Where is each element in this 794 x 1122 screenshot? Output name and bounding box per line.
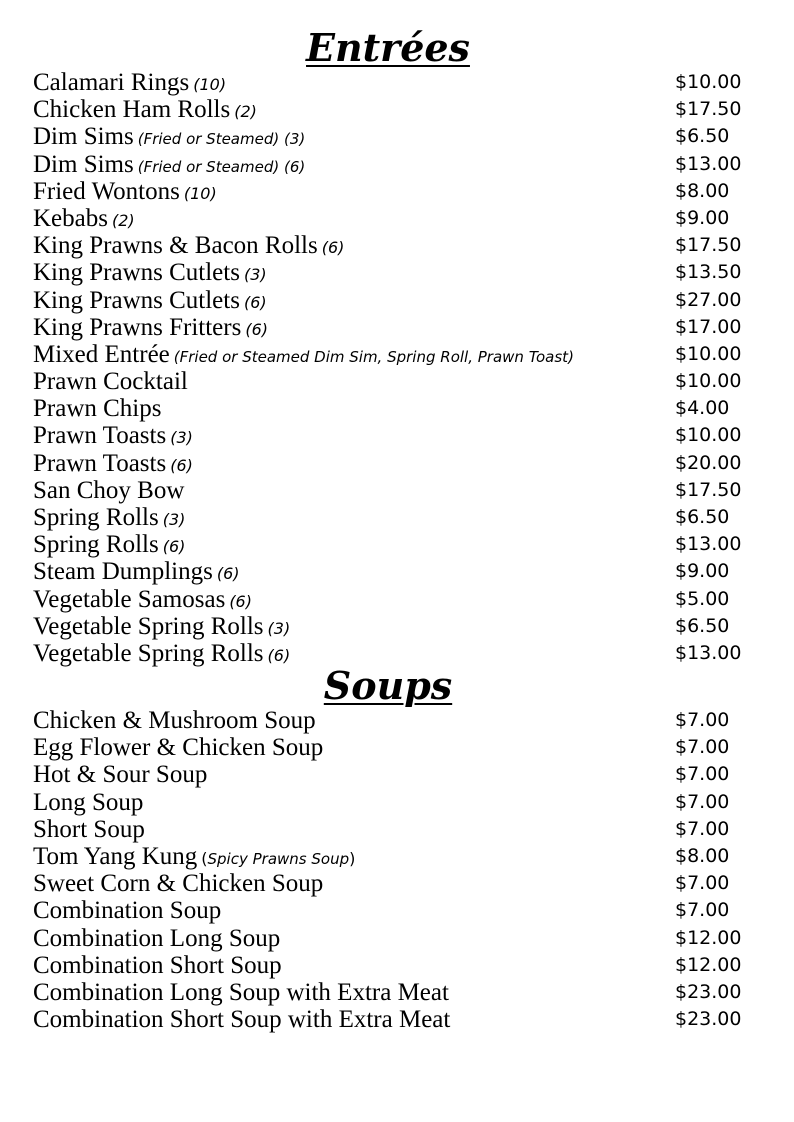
item-price: $7.00 <box>675 736 730 759</box>
item-name: Calamari Rings <box>33 69 190 96</box>
item-name: King Prawns Cutlets <box>33 259 240 287</box>
item-note: (6) <box>216 564 240 584</box>
item-price: $13.00 <box>675 152 742 175</box>
item-name: Combination Short Soup with Extra Meat <box>33 1006 451 1034</box>
list-item <box>33 707 753 734</box>
list-item <box>33 558 753 585</box>
item-name: Long Soup <box>33 788 144 816</box>
item-price: $7.00 <box>675 790 730 813</box>
list-item <box>33 477 753 504</box>
item-note: (Fried or Steamed) (3) <box>137 130 306 149</box>
list-item <box>33 422 753 449</box>
list-item <box>33 952 753 979</box>
item-name: Kebabs <box>33 204 108 232</box>
item-name: Vegetable Spring Rolls <box>33 639 264 667</box>
item-name: Prawn Toasts <box>33 422 167 450</box>
item-name: Dim Sims <box>33 123 134 151</box>
item-price: $7.00 <box>675 817 730 840</box>
list-item <box>33 789 753 816</box>
item-name: Spring Rolls <box>33 504 159 531</box>
item-price: $7.00 <box>675 899 730 922</box>
item-price: $13.00 <box>675 533 742 556</box>
item-name: San Choy Bow <box>33 476 185 504</box>
list-item <box>33 259 753 286</box>
soups-heading: Soups <box>323 663 453 708</box>
item-name: Combination Long Soup with Extra Meat <box>33 978 449 1006</box>
item-name: King Prawns & Bacon Rolls <box>33 232 318 260</box>
list-item <box>33 979 753 1006</box>
item-name: Combination Soup <box>33 897 222 925</box>
list-item <box>33 205 753 232</box>
item-price: $10.00 <box>675 71 742 93</box>
item-price: $6.50 <box>675 614 730 637</box>
soups-list <box>33 707 753 1033</box>
item-note: (6) <box>243 292 267 312</box>
list-item <box>33 341 753 368</box>
list-item <box>33 368 753 395</box>
item-price: $17.00 <box>675 315 742 338</box>
entrees-list <box>33 69 753 667</box>
item-name: Chicken Ham Rolls <box>33 96 231 124</box>
item-name: Prawn Toasts <box>33 449 167 477</box>
item-price: $5.00 <box>675 587 730 610</box>
list-item <box>33 178 753 205</box>
item-name: Prawn Chips <box>33 395 162 423</box>
item-name: Vegetable Samosas <box>33 585 226 613</box>
list-item <box>33 1006 753 1033</box>
item-note: (3) <box>162 510 186 529</box>
item-name: Vegetable Spring Rolls <box>33 612 264 640</box>
item-price: $10.00 <box>675 424 742 447</box>
list-item <box>33 816 753 843</box>
list-item <box>33 870 753 897</box>
item-price: $23.00 <box>675 980 742 1003</box>
item-price: $27.00 <box>675 288 742 311</box>
item-note: (Fried or Steamed Dim Sim, Spring Roll, Prawn Toast) <box>173 347 574 366</box>
item-price: $9.00 <box>675 206 730 229</box>
item-price: $13.00 <box>675 641 742 664</box>
item-name: Spring Rolls <box>33 531 159 559</box>
list-item <box>33 69 753 96</box>
item-price: $17.50 <box>675 478 742 501</box>
item-note: (6) <box>170 455 193 475</box>
list-item <box>33 450 753 477</box>
item-name: Short Soup <box>33 815 145 843</box>
item-price: $7.00 <box>675 763 730 786</box>
item-price: $10.00 <box>675 370 742 393</box>
item-price: $17.50 <box>675 234 742 257</box>
item-note: (3) <box>267 618 291 638</box>
list-item <box>33 96 753 123</box>
item-name: Combination Short Soup <box>33 951 282 979</box>
item-note-close: ) <box>349 848 356 868</box>
item-note: (6) <box>267 645 291 665</box>
item-price: $12.00 <box>675 953 742 976</box>
list-item <box>33 897 753 924</box>
list-item <box>33 925 753 952</box>
item-note: (3) <box>243 265 267 285</box>
item-note: Spicy Prawns Soup <box>207 849 350 868</box>
item-name: Tom Yang Kung <box>33 842 198 870</box>
item-name: Dim Sims <box>33 150 134 178</box>
item-price: $9.00 <box>675 560 730 583</box>
item-price: $20.00 <box>675 451 742 474</box>
entrees-heading: Entrées <box>306 25 470 70</box>
item-price: $10.00 <box>675 342 742 365</box>
list-item <box>33 761 753 788</box>
item-price: $23.00 <box>675 1008 742 1031</box>
item-price: $8.00 <box>675 844 730 867</box>
item-price: $8.00 <box>675 179 730 202</box>
item-price: $7.00 <box>675 872 730 895</box>
item-name: Fried Wontons <box>33 177 180 205</box>
item-note: (6) <box>162 537 186 557</box>
list-item <box>33 504 753 531</box>
item-price: $7.00 <box>675 709 730 731</box>
item-name: Combination Long Soup <box>33 924 281 952</box>
item-note: (6) <box>245 319 268 339</box>
list-item <box>33 314 753 341</box>
list-item <box>33 287 753 314</box>
item-name: King Prawns Fritters <box>33 313 242 341</box>
item-note: (2) <box>111 210 135 230</box>
item-note: (6) <box>229 591 252 611</box>
list-item <box>33 123 753 150</box>
item-note: (3) <box>170 428 193 448</box>
item-price: $6.50 <box>675 506 730 528</box>
list-item <box>33 531 753 558</box>
list-item <box>33 843 753 870</box>
item-note: (10) <box>183 183 217 203</box>
list-item <box>33 232 753 259</box>
item-name: Egg Flower & Chicken Soup <box>33 734 324 762</box>
list-item <box>33 586 753 613</box>
item-note-open: ( <box>201 848 208 868</box>
item-price: $13.50 <box>675 261 742 284</box>
item-note: (6) <box>321 238 345 258</box>
item-note: (10) <box>193 75 227 94</box>
list-item <box>33 613 753 640</box>
item-note: (Fried or Steamed) (6) <box>137 157 306 176</box>
item-name: Steam Dumplings <box>33 558 213 586</box>
list-item <box>33 734 753 761</box>
item-name: Mixed Entrée <box>33 340 170 368</box>
item-name: Prawn Cocktail <box>33 368 188 396</box>
item-price: $4.00 <box>675 397 730 420</box>
item-name: King Prawns Cutlets <box>33 286 240 314</box>
item-price: $6.50 <box>675 125 730 148</box>
item-price: $17.50 <box>675 98 742 121</box>
list-item <box>33 151 753 178</box>
item-note: (2) <box>234 102 257 122</box>
item-name: Sweet Corn & Chicken Soup <box>33 870 324 898</box>
item-name: Hot & Sour Soup <box>33 761 208 789</box>
item-name: Chicken & Mushroom Soup <box>33 707 316 734</box>
list-item <box>33 395 753 422</box>
item-price: $12.00 <box>675 926 742 949</box>
